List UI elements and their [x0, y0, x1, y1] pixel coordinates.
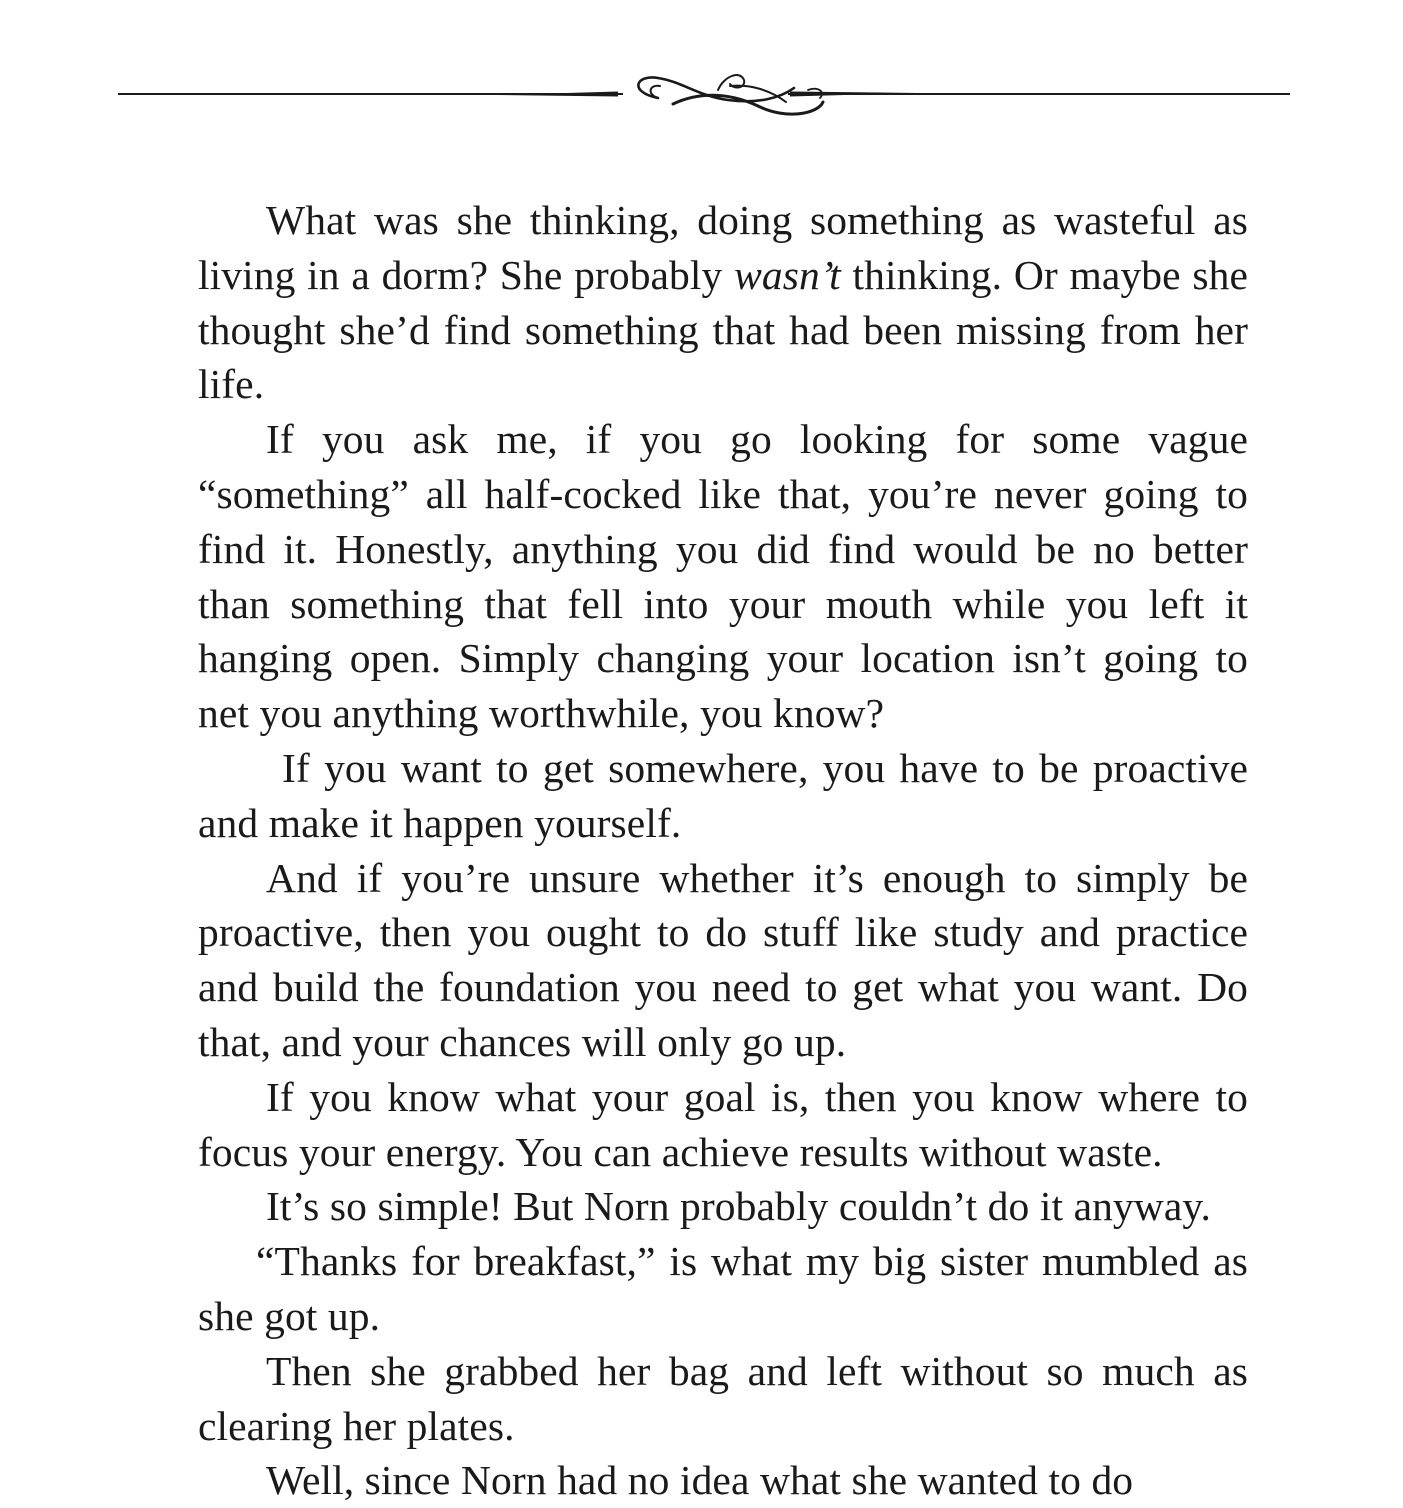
- paragraph-1-text-cont: thinking. Or maybe she thought she’d find something that had been missing from her life.: [198, 251, 1248, 408]
- paragraph-3: If you want to get somewhere, you have to be proactive and make it happen yourself.: [198, 744, 1248, 846]
- paragraph-1: [198, 193, 1248, 412]
- paragraph-8: Then she grabbed her bag and left without so much as clearing her plates.: [198, 1347, 1248, 1449]
- paragraph-9: Well, since Norn had no idea what she wanted to do: [266, 1457, 1134, 1504]
- ornament-right-rule: [788, 92, 1290, 97]
- paragraph-7: “Thanks for breakfast,” is what my big sister mumbled as she got up.: [198, 1238, 1248, 1339]
- emphasis-text: wasn’t: [734, 251, 841, 298]
- ornament-left-rule: [118, 92, 623, 97]
- paragraph-6: It’s so simple! But Norn probably couldn’t do it anyway.: [266, 1183, 1212, 1230]
- body-text: [198, 193, 1248, 1508]
- decorative-ornament-divider: [118, 62, 1290, 132]
- paragraph-4: And if you’re unsure whether it’s enough to simply be proactive, then you ought to do stuff like study and practice and build the foundation you need to get what you want. Do that, and your chances will only go up.: [198, 854, 1248, 1065]
- paragraph-2: If you ask me, if you go looking for some vague “something” all half-cocked like that, you’re never going to find it. Honestly, anything you did find would be no better than something that fell into your mouth while you left it hanging open. Simply changing your location isn’t going to net you anything worthwhile, you know?: [198, 416, 1248, 737]
- paragraph-5: If you know what your goal is, then you know where to focus your energy. You can achieve results without waste.: [198, 1073, 1248, 1175]
- paragraph-1-text: What was she thinking, doing something as wasteful as living in a dorm? She probably: [198, 197, 1248, 298]
